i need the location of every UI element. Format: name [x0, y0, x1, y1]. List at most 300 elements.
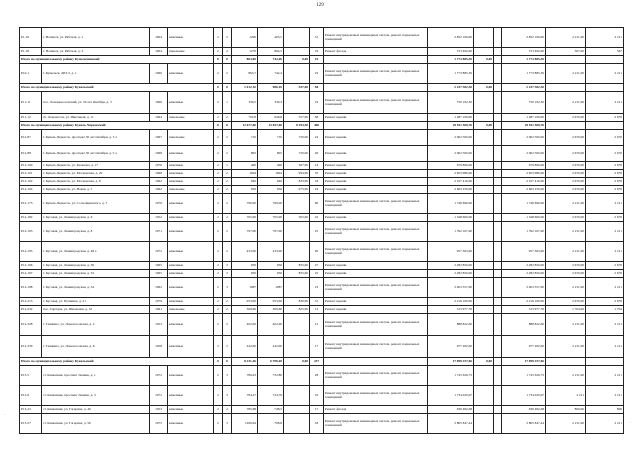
cell-work-type: Ремонт внутридомовых инженерных систем, ремонт подвальных помещений [324, 366, 428, 386]
cell-owners: 1 762 167,00 [502, 222, 546, 242]
cell-living-area: 953,00 [258, 298, 284, 306]
cell-roof-area: 855,00 [284, 270, 310, 278]
table-row [20, 64, 624, 84]
cell-total-cost: 1 745 629,73 [428, 366, 474, 386]
cell-entrances: 2 [223, 306, 232, 314]
cell-owners: 2 282 850,00 [502, 262, 546, 270]
cell-address: пос. Сарторы, ул. Школьная, д. 32 [42, 306, 150, 314]
cell-residents: 19 [310, 48, 324, 56]
cell-living-area: 940 [258, 178, 284, 186]
cell-year: 1953 [150, 406, 168, 414]
cell-living-area: 433,00 [258, 242, 284, 262]
subtotal-row [20, 56, 624, 64]
cell-owners: 29 811 568,76 [502, 122, 546, 130]
cell-fund [474, 242, 494, 262]
cell-budget [494, 358, 502, 366]
cell-entrances: 2 [223, 336, 232, 358]
cell-work-type: Ремонт внутридомовых инженерных систем, ремонт подвальных помещений [324, 386, 428, 406]
cell-specific-cost: 2 670,00 [546, 178, 586, 186]
cell-house-id: P12-196 [20, 262, 42, 270]
cell-floors: 2 [214, 306, 223, 314]
cell-total-cost: 723 492,00 [428, 48, 474, 56]
cell-total-cost: 313 977,76 [428, 306, 474, 314]
cell-owners: 2 403 357,00 [502, 278, 546, 298]
cell-entrances: 2 [223, 130, 232, 146]
cell-address: г. Кусовая, ул. Ленинградская, д. 32 [42, 270, 150, 278]
cell-total-area: 1269,94 [232, 414, 258, 434]
cell-wall-material: каменные [168, 262, 214, 270]
cell-year: 1968 [150, 170, 168, 178]
table-row [20, 92, 624, 114]
cell-entrances: 1 [223, 92, 232, 114]
cell-wall-material: каменные [168, 92, 214, 114]
cell-year: 1965 [150, 270, 168, 278]
cell-fund: 0,00 [474, 122, 494, 130]
cell-wall-material: каменные [168, 242, 214, 262]
cell-total-cost: 2 603 250,00 [428, 186, 474, 194]
cell-wall-material: каменные [168, 178, 214, 186]
cell-entrances: 2 [223, 222, 232, 242]
cell-roof-area [284, 406, 310, 414]
cell-living-area: 6 708,40 [258, 358, 284, 366]
district-total-label: Итого по муниципальному району Кумельчинский: [20, 56, 214, 64]
cell-budget [494, 262, 502, 270]
table-row [20, 242, 624, 262]
cell-residents: 20 [310, 242, 324, 262]
cell-wall-material: каменные [168, 386, 214, 406]
table-row [20, 270, 624, 278]
cell-limit: 2 211 [586, 222, 624, 242]
cell-wall-material: каменные [168, 162, 214, 170]
cell-budget [494, 146, 502, 162]
cell-residents: 19 [310, 56, 324, 64]
cell-entrances: 2 [223, 406, 232, 414]
cell-total-cost: 2 805 847,44 [428, 414, 474, 434]
cell-wall-material: панельные [168, 48, 214, 56]
cell-fund [474, 270, 494, 278]
cell-floors: 2 [214, 406, 223, 414]
table-row [20, 130, 624, 146]
cell-work-type: Ремонт крыши [324, 214, 428, 222]
cell-floors: 2 [214, 178, 223, 186]
cell-residents: 27 [310, 262, 324, 270]
cell-entrances: 0 [223, 358, 232, 366]
cell-residents: 17 [310, 406, 324, 414]
cell-total-area: 710 [232, 130, 258, 146]
cell-specific-cost: 2 670,00 [546, 114, 586, 122]
cell-limit: 2 211 [586, 366, 624, 386]
cell-specific-cost: 2 670,00 [546, 146, 586, 162]
cell-limit: 2 670 [586, 170, 624, 178]
cell-residents: 35 [310, 170, 324, 178]
cell-address: г. Кувель-Черкасск, ул. Московская, д. 8 [42, 178, 150, 186]
cell-address: г. Кусовая, ул. Ленинградская, д. 34 [42, 278, 150, 298]
cell-entrances: 2 [223, 64, 232, 84]
cell-address: ст. Кавказник, ул. Гагарина, д. 56 [42, 414, 150, 434]
cell-year: 1972 [150, 366, 168, 386]
page-number: 129 [316, 3, 324, 8]
cell-floors: 2 [214, 336, 223, 358]
cell-total-area: 402,00 [232, 314, 258, 336]
subtotal-row [20, 122, 624, 130]
cell-living-area: 1087 [258, 278, 284, 298]
cell-entrances: 2 [223, 48, 232, 56]
cell-budget [494, 178, 502, 186]
cell-owners: 2 002 500,00 [502, 146, 546, 162]
cell-floors: 2 [214, 186, 223, 194]
cell-floors: 2 [214, 222, 223, 242]
cell-work-type: Ремонт внутридомовых инженерных систем, ремонт подвальных помещений [324, 336, 428, 358]
cell-floors: 2 [214, 130, 223, 146]
cell-work-type: Ремонт внутридомовых инженерных систем, ремонт подвальных помещений [324, 92, 428, 114]
cell-total-cost: 17 098 257,66 [428, 358, 474, 366]
cell-year: 1965 [150, 262, 168, 270]
cell-owners: 2 653 980,00 [502, 170, 546, 178]
cell-roof-area [284, 194, 310, 214]
cell-year: 1962 [150, 186, 168, 194]
cell-living-area: 742,40 [258, 56, 284, 64]
cell-year: 1976 [150, 194, 168, 214]
cell-total-area: 1004 [232, 170, 258, 178]
cell-living-area: 402,00 [258, 314, 284, 336]
cell-living-area: 790,00 [258, 194, 284, 214]
cell-specific-cost: 1 704,00 [546, 306, 586, 314]
cell-total-cost: 636 482,08 [428, 406, 474, 414]
cell-entrances: 0 [223, 56, 232, 64]
cell-limit: 2 670 [586, 114, 624, 122]
cell-owners: 1 734 020,97 [502, 386, 546, 406]
cell-floors: 2 [214, 48, 223, 56]
cell-total-cost: 977 262,00 [428, 336, 474, 358]
cell-specific-cost: 2 211,00 [546, 278, 586, 298]
cell-total-area: 790,00 [232, 194, 258, 214]
cell-entrances: 2 [223, 314, 232, 336]
cell-roof-area: 975,00 [284, 186, 310, 194]
cell-specific-cost: 2 211,00 [546, 336, 586, 358]
cell-year: 1972 [150, 242, 168, 262]
cell-owners: 2 603 250,00 [502, 186, 546, 194]
cell-residents: 28 [310, 366, 324, 386]
cell-total-cost: 2 216 100,00 [428, 298, 474, 306]
cell-total-area: 8 231,46 [232, 358, 258, 366]
cell-wall-material: панельные [168, 114, 214, 122]
cell-year: 1966 [150, 92, 168, 114]
cell-budget [494, 366, 502, 386]
cell-total-cost: 1 734 020,97 [428, 386, 474, 406]
cell-roof-area: 994,00 [284, 170, 310, 178]
cell-total-area: 1290 [232, 28, 258, 48]
cell-year: 1966 [150, 64, 168, 84]
cell-budget [494, 214, 502, 222]
cell-total-cost: 2 002 500,00 [428, 130, 474, 146]
cell-address: г. Кувель-Черкасск, ул. Новая, д. 7 [42, 186, 150, 194]
cell-total-cost: 1 348 600,00 [428, 214, 474, 222]
cell-total-area: 950 [232, 270, 258, 278]
district-total-label: Итого по муниципальному району Кувельский: [20, 84, 214, 92]
cell-year: 1904 [150, 28, 168, 48]
table-row [20, 278, 624, 298]
cell-work-type: Ремонт крыши [324, 262, 428, 270]
cell-living-area: 646,8 [258, 114, 284, 122]
cell-budget [494, 278, 502, 298]
cell-budget [494, 242, 502, 262]
table-row [20, 186, 624, 194]
cell-owners: 2 282 850,00 [502, 270, 546, 278]
cell-roof-area: 825,00 [284, 306, 310, 314]
cell-limit: 2 211 [586, 194, 624, 214]
cell-budget [494, 64, 502, 84]
cell-owners: 1 773 885,30 [502, 56, 546, 64]
cell-wall-material: каменные [168, 222, 214, 242]
cell-wall-material: каменные [168, 414, 214, 434]
cell-limit: 2 211 [586, 242, 624, 262]
cell-owners: 1 745 629,73 [502, 366, 546, 386]
cell-roof-area [284, 386, 310, 406]
cell-year: 1968 [150, 146, 168, 162]
cell-entrances: 3 [223, 414, 232, 434]
cell-house-id: P12-213 [20, 298, 42, 306]
cell-year: 1976 [150, 162, 168, 170]
cell-specific-cost: 2 211,00 [546, 92, 586, 114]
repair-program-table [19, 27, 624, 434]
cell-house-id: P12-330 [20, 336, 42, 358]
table-row [20, 178, 624, 186]
cell-roof-area: 8 294,50 [284, 122, 310, 130]
cell-residents: 25 [310, 270, 324, 278]
cell-living-area: 710 [258, 130, 284, 146]
cell-house-id: P1-16 [20, 28, 42, 48]
cell-budget [494, 222, 502, 242]
cell-living-area: 12 657,00 [258, 122, 284, 130]
cell-floors: 2 [214, 214, 223, 222]
cell-budget [494, 186, 502, 194]
cell-house-id: P12-104 [20, 186, 42, 194]
cell-address: г. Кувель-Черкасск, ул. Московская, д. 20 [42, 170, 150, 178]
cell-limit: 2 211 [586, 28, 624, 48]
cell-specific-cost [546, 84, 586, 92]
cell-work-type [324, 122, 428, 130]
cell-house-id: P13-23 [20, 406, 42, 414]
cell-specific-cost: 2 211,00 [546, 194, 586, 214]
cell-residents: 24 [310, 186, 324, 194]
cell-work-type: Ремонт фасада [324, 48, 428, 56]
cell-living-area: 950 [258, 270, 284, 278]
cell-budget [494, 298, 502, 306]
cell-floors: 2 [214, 414, 223, 434]
cell-budget [494, 386, 502, 406]
cell-residents: 23 [310, 278, 324, 298]
cell-specific-cost: 2 211,00 [546, 314, 586, 336]
cell-work-type: Ремонт крыши [324, 186, 428, 194]
cell-year: 1952 [150, 214, 168, 222]
cell-budget [494, 114, 502, 122]
cell-living-area: 405,5 [258, 28, 284, 48]
cell-floors: 2 [214, 278, 223, 298]
cell-budget [494, 48, 502, 56]
cell-roof-area: 823,00 [284, 178, 310, 186]
cell-fund [474, 298, 494, 306]
cell-house-id: P13-6 [20, 386, 42, 406]
cell-limit: 2 670 [586, 146, 624, 162]
cell-roof-area: 505,00 [284, 214, 310, 222]
cell-specific-cost: 2 670,00 [546, 162, 586, 170]
cell-fund [474, 162, 494, 170]
cell-work-type: Ремонт фасада [324, 406, 428, 414]
table-body [20, 28, 624, 434]
cell-specific-cost: 2 670,00 [546, 298, 586, 306]
cell-budget [494, 270, 502, 278]
cell-owners: 888 822,00 [502, 314, 546, 336]
cell-total-area: 784,27 [232, 386, 258, 406]
cell-total-cost: 2 282 850,00 [428, 262, 474, 270]
cell-total-cost: 2 002 500,00 [428, 146, 474, 162]
cell-fund [474, 114, 494, 122]
cell-floors: 2 [214, 162, 223, 170]
cell-residents: 24 [310, 130, 324, 146]
cell-living-area: 309,60 [258, 306, 284, 314]
table-row [20, 222, 624, 242]
cell-owners: 2 002 500,00 [502, 130, 546, 146]
cell-specific-cost: 2 211,00 [546, 414, 586, 434]
cell-floors: 2 [214, 298, 223, 306]
cell-floors: 2 [214, 366, 223, 386]
cell-wall-material: каменные [168, 406, 214, 414]
cell-work-type: Ремонт крыши [324, 298, 428, 306]
cell-fund [474, 178, 494, 186]
cell-address: г. Кувель-Черкасск, ул. Казакова, д. 17 [42, 162, 150, 170]
cell-total-cost: 1 746 690,00 [428, 194, 474, 214]
cell-limit: 2 670 [586, 262, 624, 270]
cell-floors: 0 [214, 358, 223, 366]
cell-work-type [324, 84, 428, 92]
cell-roof-area: 557,00 [284, 114, 310, 122]
cell-residents: 21 [310, 314, 324, 336]
cell-total-cost: 2 403 357,00 [428, 278, 474, 298]
cell-wall-material: каменные [168, 170, 214, 178]
cell-limit [586, 84, 624, 92]
subtotal-row [20, 358, 624, 366]
cell-specific-cost [546, 358, 586, 366]
cell-total-area: 442,00 [232, 336, 258, 358]
cell-address: г. Кусовая, ул. Ленинградская, д. 8 [42, 222, 150, 242]
cell-living-area: 400 [258, 162, 284, 170]
table-row [20, 336, 624, 358]
cell-limit: 2 670 [586, 130, 624, 146]
cell-living-area: 986,10 [258, 84, 284, 92]
margin-mark: · [630, 420, 632, 425]
cell-work-type: Ремонт внутридомовых инженерных систем, ремонт подвальных помещений [324, 64, 428, 84]
cell-total-cost: 2 197 410,00 [428, 178, 474, 186]
table-row [20, 114, 624, 122]
cell-total-cost: 2 282 850,00 [428, 270, 474, 278]
cell-entrances: 3 [223, 386, 232, 406]
cell-limit: 2 211 [586, 414, 624, 434]
cell-house-id: P12-198 [20, 278, 42, 298]
cell-fund [474, 306, 494, 314]
cell-living-area: 442,00 [258, 336, 284, 358]
cell-fund [474, 262, 494, 270]
cell-total-area: 433,00 [232, 242, 258, 262]
cell-roof-area: 367,00 [284, 162, 310, 170]
cell-entrances: 3 [223, 366, 232, 386]
cell-owners: 2 237 382,30 [502, 84, 546, 92]
cell-work-type: Ремонт внутридомовых инженерных систем, ремонт подвальных помещений [324, 222, 428, 242]
cell-living-area: 1004 [258, 170, 284, 178]
cell-address: г. Ташкино, ул. Ломоносовская, д. 2 [42, 314, 150, 336]
cell-fund [474, 64, 494, 84]
cell-owners: 723 492,00 [502, 48, 546, 56]
cell-address: ст. Кавказник, проспект Ленина, д. 3 [42, 386, 150, 406]
cell-work-type: Ремонт крыши [324, 178, 428, 186]
cell-fund [474, 194, 494, 214]
cell-living-area: 732,80 [258, 366, 284, 386]
district-total-label: Итого по муниципальному району Кувельский: [20, 358, 214, 366]
cell-floors: 2 [214, 92, 223, 114]
cell-floors: 0 [214, 84, 223, 92]
cell-work-type: Ремонт крыши [324, 270, 428, 278]
cell-work-type [324, 56, 428, 64]
cell-fund [474, 386, 494, 406]
cell-budget [494, 306, 502, 314]
cell-fund [474, 48, 494, 56]
cell-residents: 60 [310, 194, 324, 214]
cell-total-area: 797,00 [232, 222, 258, 242]
cell-limit: 2 670 [586, 178, 624, 186]
cell-limit: 2 670 [586, 162, 624, 170]
cell-address: г. Нолинск, ул. Рябочая, д. 1 [42, 28, 150, 48]
cell-roof-area: 557,00 [284, 84, 310, 92]
cell-total-area: 702,8 [232, 114, 258, 122]
cell-address: г. Кумельск, ДРЗ-3, д. 1 [42, 64, 150, 84]
table-row [20, 298, 624, 306]
cell-house-id: P10-1 [20, 64, 42, 84]
cell-entrances: 2 [223, 178, 232, 186]
cell-residents: 26 [310, 146, 324, 162]
cell-house-id: P12-173 [20, 194, 42, 214]
cell-total-cost: 1 773 885,30 [428, 56, 474, 64]
cell-roof-area [284, 64, 310, 84]
cell-budget [494, 314, 502, 336]
cell-entrances: 2 [223, 242, 232, 262]
cell-floors: 2 [214, 114, 223, 122]
cell-wall-material: панельные [168, 130, 214, 146]
cell-work-type: Ремонт крыши [324, 130, 428, 146]
table-row [20, 386, 624, 406]
cell-total-cost: 1 773 885,30 [428, 64, 474, 84]
cell-year: 1904 [150, 48, 168, 56]
cell-house-id: P11-11 [20, 92, 42, 114]
cell-roof-area [284, 222, 310, 242]
cell-budget [494, 84, 502, 92]
cell-limit: 2 211 [586, 64, 624, 84]
cell-address: г. Кусовая, ул. Ленинградская, д. 6 [42, 214, 150, 222]
cell-work-type: Ремонт крыши [324, 306, 428, 314]
cell-specific-cost: 2 670,00 [546, 270, 586, 278]
cell-work-type: Ремонт внутридомовых инженерных систем, ремонт подвальных помещений [324, 28, 428, 48]
cell-entrances: 2 [223, 146, 232, 162]
cell-living-area: 805 [258, 146, 284, 162]
cell-entrances: 3 [223, 262, 232, 270]
table-row [20, 48, 624, 56]
cell-total-area: 956 [232, 186, 258, 194]
table-row [20, 214, 624, 222]
table-row [20, 414, 624, 434]
cell-total-cost: 1 487 190,00 [428, 114, 474, 122]
cell-entrances: 2 [223, 170, 232, 178]
cell-limit: 2 211 [586, 314, 624, 336]
cell-fund: 0,00 [474, 84, 494, 92]
cell-living-area: 797,00 [258, 222, 284, 242]
